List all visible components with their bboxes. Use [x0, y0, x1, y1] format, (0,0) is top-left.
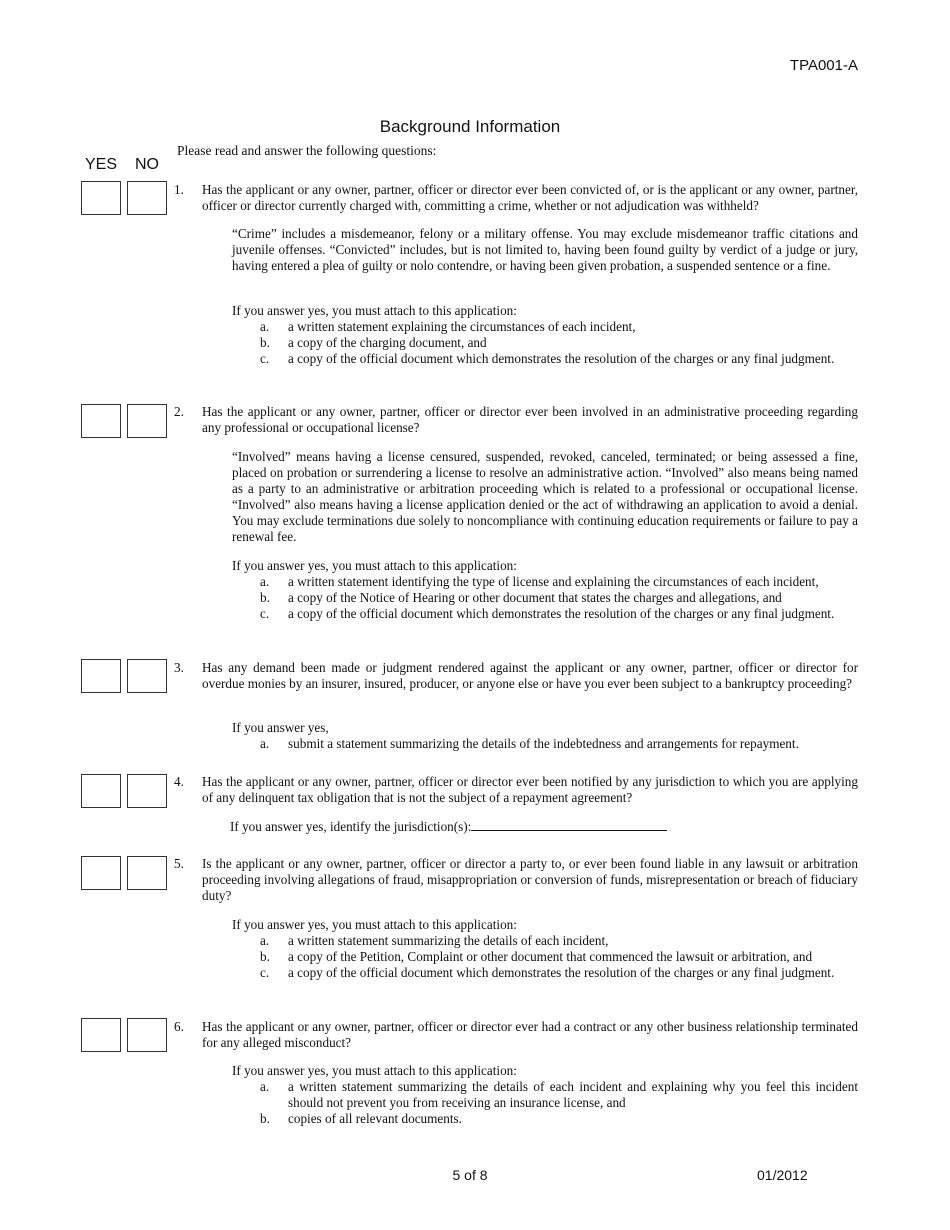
q1-item-a-letter: a. — [260, 319, 270, 334]
q6-item-a-letter: a. — [260, 1079, 270, 1094]
q4-jurisdiction-line — [230, 818, 667, 835]
revision-date: 01/2012 — [757, 1167, 808, 1183]
q5-item-a: a written statement summarizing the details of each incident, — [288, 933, 609, 948]
form-id: TPA001-A — [789, 57, 858, 74]
q1-item-b-letter: b. — [260, 335, 270, 350]
q6-item-a: a written statement summarizing the details of each incident and explaining why you feel this incident should not prevent you from receiving an insurance license, and — [288, 1079, 858, 1110]
q2-item-c-letter: c. — [260, 606, 270, 621]
no-column-header: NO — [135, 156, 159, 173]
q5-item-c-letter: c. — [260, 965, 270, 980]
q3-number: 3. — [174, 660, 184, 675]
q2-no-checkbox[interactable] — [127, 404, 167, 438]
q1-item-b: a copy of the charging document, and — [288, 335, 487, 350]
q3-item-a-letter: a. — [260, 736, 270, 751]
q2-item-a: a written statement identifying the type of license and explaining the circumstances of each incident, — [288, 574, 819, 589]
q6-no-checkbox[interactable] — [127, 1018, 167, 1052]
q3-text: Has any demand been made or judgment rendered against the applicant or any owner, partner, officer or director for overdue monies by an insurer, insured, producer, or anyone else or have you ever been subject to a bankruptcy proceeding? — [202, 660, 858, 691]
q1-item-a: a written statement explaining the circumstances of each incident, — [288, 319, 636, 334]
q5-attach-intro: If you answer yes, you must attach to this application: — [232, 917, 517, 932]
q6-attach-intro: If you answer yes, you must attach to this application: — [232, 1063, 517, 1078]
yes-column-header: YES — [85, 156, 118, 173]
q6-yes-checkbox[interactable] — [81, 1018, 121, 1052]
q3-attach-intro: If you answer yes, — [232, 720, 329, 735]
q3-no-checkbox[interactable] — [127, 659, 167, 693]
page-title: Background Information — [379, 117, 561, 136]
q1-item-c-letter: c. — [260, 351, 270, 366]
q4-text: Has the applicant or any owner, partner, officer or director ever been notified by any jurisdiction to which you are applying of any delinquent tax obligation that is not the subject of a repayment agreement? — [202, 774, 858, 805]
page-number: 5 of 8 — [452, 1167, 488, 1183]
q1-explanation: “Crime” includes a misdemeanor, felony or a military offense. You may exclude misdemeanor traffic citations and juvenile offenses. “Convicted” includes, but is not limited to, having been found guilty by verdict of a judge or jury, having entered a plea of guilty or nolo contendre, or having been given probation, a suspended sentence or a fine. — [232, 226, 858, 273]
q1-yes-checkbox[interactable] — [81, 181, 121, 215]
q5-item-b-letter: b. — [260, 949, 270, 964]
q5-text: Is the applicant or any owner, partner, officer or director a party to, or ever been found liable in any lawsuit or arbitration proceeding involving allegations of fraud, misappropriation or conversion of funds, misrepresentation or breach of fiduciary duty? — [202, 856, 858, 903]
q2-yes-checkbox[interactable] — [81, 404, 121, 438]
q5-item-c: a copy of the official document which demonstrates the resolution of the charges or any final judgment. — [288, 965, 835, 980]
q1-number: 1. — [174, 182, 184, 197]
jurisdiction-blank[interactable] — [471, 818, 667, 831]
q2-item-b-letter: b. — [260, 590, 270, 605]
intro-text: Please read and answer the following questions: — [177, 143, 437, 158]
q6-item-b-letter: b. — [260, 1111, 270, 1126]
q4-attach-intro: If you answer yes, identify the jurisdiction(s): — [230, 819, 472, 834]
q1-no-checkbox[interactable] — [127, 181, 167, 215]
q5-item-b: a copy of the Petition, Complaint or other document that commenced the lawsuit or arbitration, and — [288, 949, 813, 964]
q2-item-a-letter: a. — [260, 574, 270, 589]
q1-item-c: a copy of the official document which demonstrates the resolution of the charges or any final judgment. — [288, 351, 835, 366]
q2-text: Has the applicant or any owner, partner, officer or director ever been involved in an administrative proceeding regarding any professional or occupational license? — [202, 404, 858, 435]
q6-number: 6. — [174, 1019, 184, 1034]
q4-no-checkbox[interactable] — [127, 774, 167, 808]
q5-no-checkbox[interactable] — [127, 856, 167, 890]
q2-number: 2. — [174, 404, 184, 419]
q3-yes-checkbox[interactable] — [81, 659, 121, 693]
q4-number: 4. — [174, 774, 184, 789]
q1-text: Has the applicant or any owner, partner, officer or director ever been convicted of, or is the applicant or any owner, partner, officer or director currently charged with, committing a crime, whether or not adjudication was withheld? — [202, 182, 858, 213]
q2-attach-intro: If you answer yes, you must attach to this application: — [232, 558, 517, 573]
q5-item-a-letter: a. — [260, 933, 270, 948]
q5-number: 5. — [174, 856, 184, 871]
q2-item-b: a copy of the Notice of Hearing or other document that states the charges and allegations, and — [288, 590, 782, 605]
q6-item-b: copies of all relevant documents. — [288, 1111, 462, 1126]
q5-yes-checkbox[interactable] — [81, 856, 121, 890]
q2-explanation: “Involved” means having a license censured, suspended, revoked, canceled, terminated; or being assessed a fine, placed on probation or surrendering a license to resolve an administrative action. “Involved” also means being named as a party to an administrative or arbitration proceeding which is related to a professional or occupational license. “Involved” also means having a license application denied or the act of withdrawing an application to avoid a denial. You may exclude terminations due solely to noncompliance with continuing education requirements or failure to pay a renewal fee. — [232, 449, 858, 544]
q2-item-c: a copy of the official document which demonstrates the resolution of the charges or any final judgment. — [288, 606, 835, 621]
q6-text: Has the applicant or any owner, partner, officer or director ever had a contract or any other business relationship terminated for any alleged misconduct? — [202, 1019, 858, 1050]
q3-item-a: submit a statement summarizing the details of the indebtedness and arrangements for repayment. — [288, 736, 799, 751]
q4-yes-checkbox[interactable] — [81, 774, 121, 808]
q1-attach-intro: If you answer yes, you must attach to this application: — [232, 303, 517, 318]
